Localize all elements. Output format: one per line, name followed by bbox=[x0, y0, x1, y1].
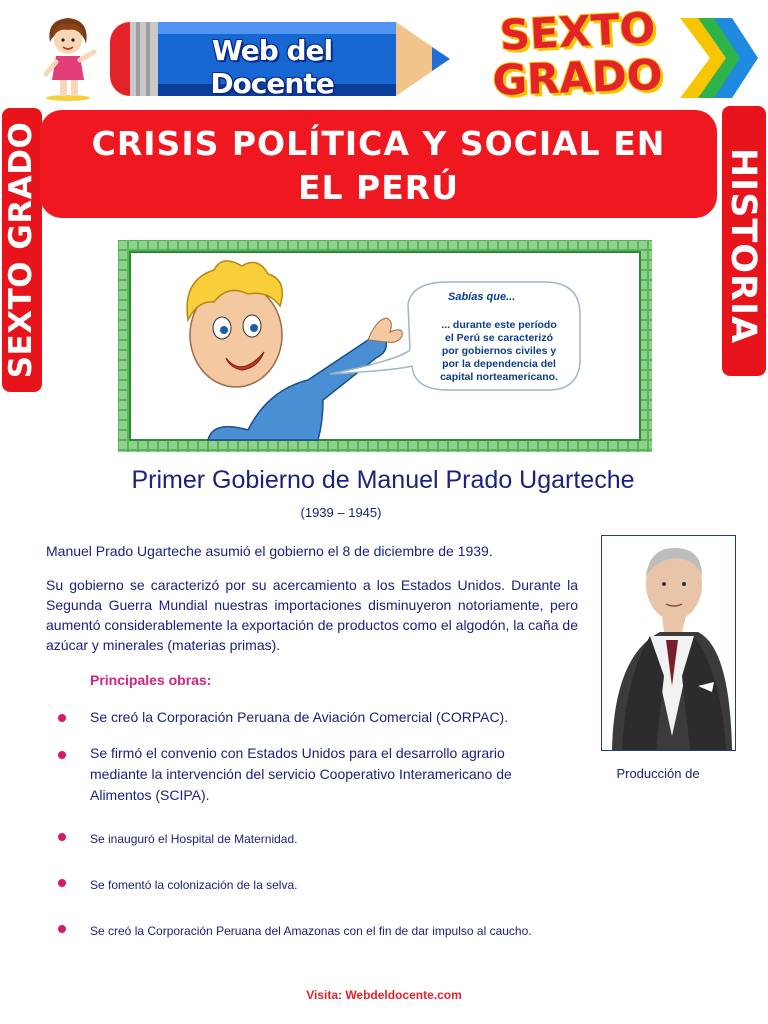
footer-link[interactable]: Visita: Webdeldocente.com bbox=[306, 988, 462, 1002]
bubble-line: por la dependencia del bbox=[442, 358, 556, 370]
side-label-grade: SEXTO GRADO bbox=[3, 121, 39, 379]
section-heading: Primer Gobierno de Manuel Prado Ugarteche bbox=[131, 466, 635, 494]
works-heading: Principales obras: bbox=[90, 672, 212, 688]
bullet-icon bbox=[58, 751, 66, 759]
bullet-icon bbox=[58, 714, 66, 722]
works-item: Se firmó el convenio con Estados Unidos para el desarrollo agrario mediante la intervención del servicio Cooperativo Interamericano de Alimentos (SCIPA). bbox=[90, 745, 512, 803]
bullet-icon bbox=[58, 879, 66, 887]
bubble-text bbox=[424, 319, 574, 384]
bullet-icon bbox=[58, 925, 66, 933]
page-title-line2: EL PERÚ bbox=[298, 168, 459, 207]
brand-name: Web del Docente bbox=[210, 34, 334, 100]
works-item: Se creó la Corporación Peruana de Aviación Comercial (CORPAC). bbox=[90, 709, 509, 725]
paragraph-intro: Manuel Prado Ugarteche asumió el gobierno el 8 de diciembre de 1939. bbox=[46, 543, 493, 559]
works-item: Se creó la Corporación Peruana del Amazonas con el fin de dar impulso al caucho. bbox=[90, 924, 532, 938]
teacher-cartoon-logo bbox=[38, 12, 100, 102]
grade-label-line2: GRADO bbox=[491, 50, 664, 105]
works-item: Se inauguró el Hospital de Maternidad. bbox=[90, 832, 298, 846]
side-label-subject: HISTORIA bbox=[723, 147, 763, 345]
page-title-line1: CRISIS POLÍTICA Y SOCIAL EN bbox=[91, 124, 666, 163]
bubble-line: capital norteamericano. bbox=[440, 371, 558, 383]
bubble-line: por gobiernos civiles y bbox=[441, 345, 557, 357]
bubble-line: el Perú se caracterizó bbox=[445, 332, 553, 344]
section-years: (1939 – 1945) bbox=[300, 505, 382, 520]
paragraph-government: Su gobierno se caracterizó por su acercamiento a los Estados Unidos. Durante la Segunda Guerra Mundial nuestras importaciones disminuyeron notoriamente, pero aumentó considerablemente la exportación de productos como el algodón, la caña de azúcar y minerales (materias primas). bbox=[46, 577, 578, 653]
grade-label-line1: SEXTO bbox=[498, 2, 657, 61]
page-title bbox=[40, 122, 717, 210]
photo-caption: Producción de bbox=[616, 766, 700, 781]
bubble-heading: Sabías que... bbox=[448, 291, 516, 303]
bubble-line: ... durante este período bbox=[441, 319, 557, 331]
works-item: Se fomentó la colonización de la selva. bbox=[90, 878, 298, 892]
bullet-icon bbox=[58, 833, 66, 841]
portrait-manuel-prado bbox=[601, 535, 736, 751]
